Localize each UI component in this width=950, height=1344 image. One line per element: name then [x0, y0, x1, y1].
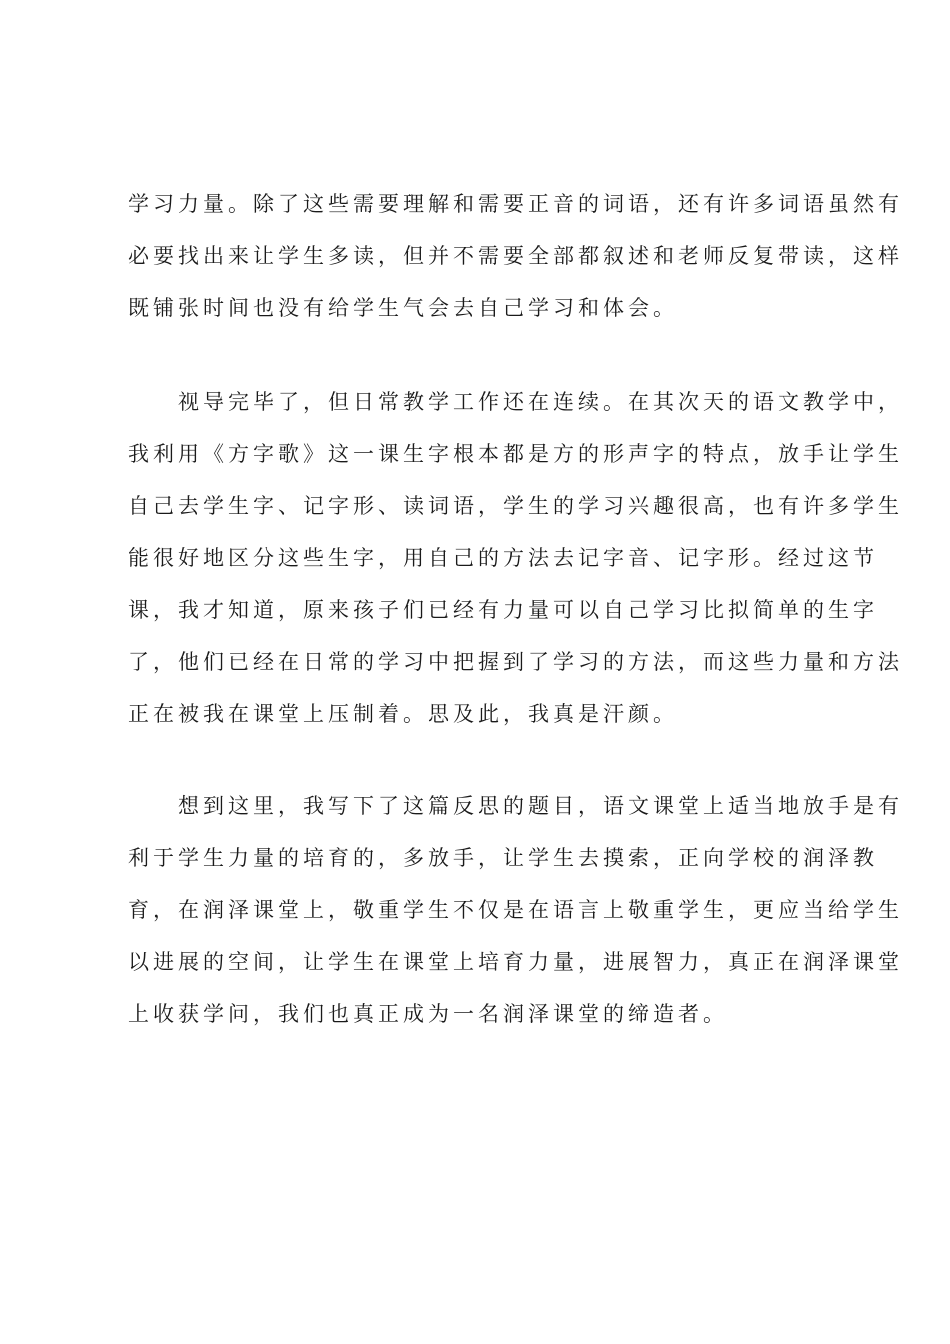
text-line: 必要找出来让学生多读，但并不需要全部都叙述和老师反复带读，这样 [128, 244, 903, 268]
text-line: 自己去学生字、记字形、读词语，学生的学习兴趣很高，也有许多学生 [128, 494, 903, 518]
text-line: 课，我才知道，原来孩子们已经有力量可以自己学习比拟简单的生字 [128, 598, 878, 622]
text-line: 既铺张时间也没有给学生气会去自己学习和体会。 [128, 296, 678, 320]
text-line: 育，在润泽课堂上，敬重学生不仅是在语言上敬重学生，更应当给学生 [128, 898, 903, 922]
text-line: 利于学生力量的培育的，多放手，让学生去摸索，正向学校的润泽教 [128, 846, 878, 870]
text-line: 上收获学问，我们也真正成为一名润泽课堂的缔造者。 [128, 1002, 728, 1026]
paragraph-1 [128, 178, 903, 334]
text-line: 学习力量。除了这些需要理解和需要正音的词语，还有许多词语虽然有 [128, 192, 903, 216]
text-line: 我利用《方字歌》这一课生字根本都是方的形声字的特点，放手让学生 [128, 442, 903, 466]
text-line: 了，他们已经在日常的学习中把握到了学习的方法，而这些力量和方法 [128, 650, 903, 674]
paragraph-3 [128, 780, 903, 1040]
text-line: 正在被我在课堂上压制着。思及此，我真是汗颜。 [128, 702, 678, 726]
paragraph-2 [128, 376, 903, 740]
text-line: 能很好地区分这些生字，用自己的方法去记字音、记字形。经过这节 [128, 546, 878, 570]
text-line: 视导完毕了，但日常教学工作还在连续。在其次天的语文教学中， [128, 390, 903, 414]
text-line: 以进展的空间，让学生在课堂上培育力量，进展智力，真正在润泽课堂 [128, 950, 903, 974]
text-line: 想到这里，我写下了这篇反思的题目，语文课堂上适当地放手是有 [128, 794, 903, 818]
